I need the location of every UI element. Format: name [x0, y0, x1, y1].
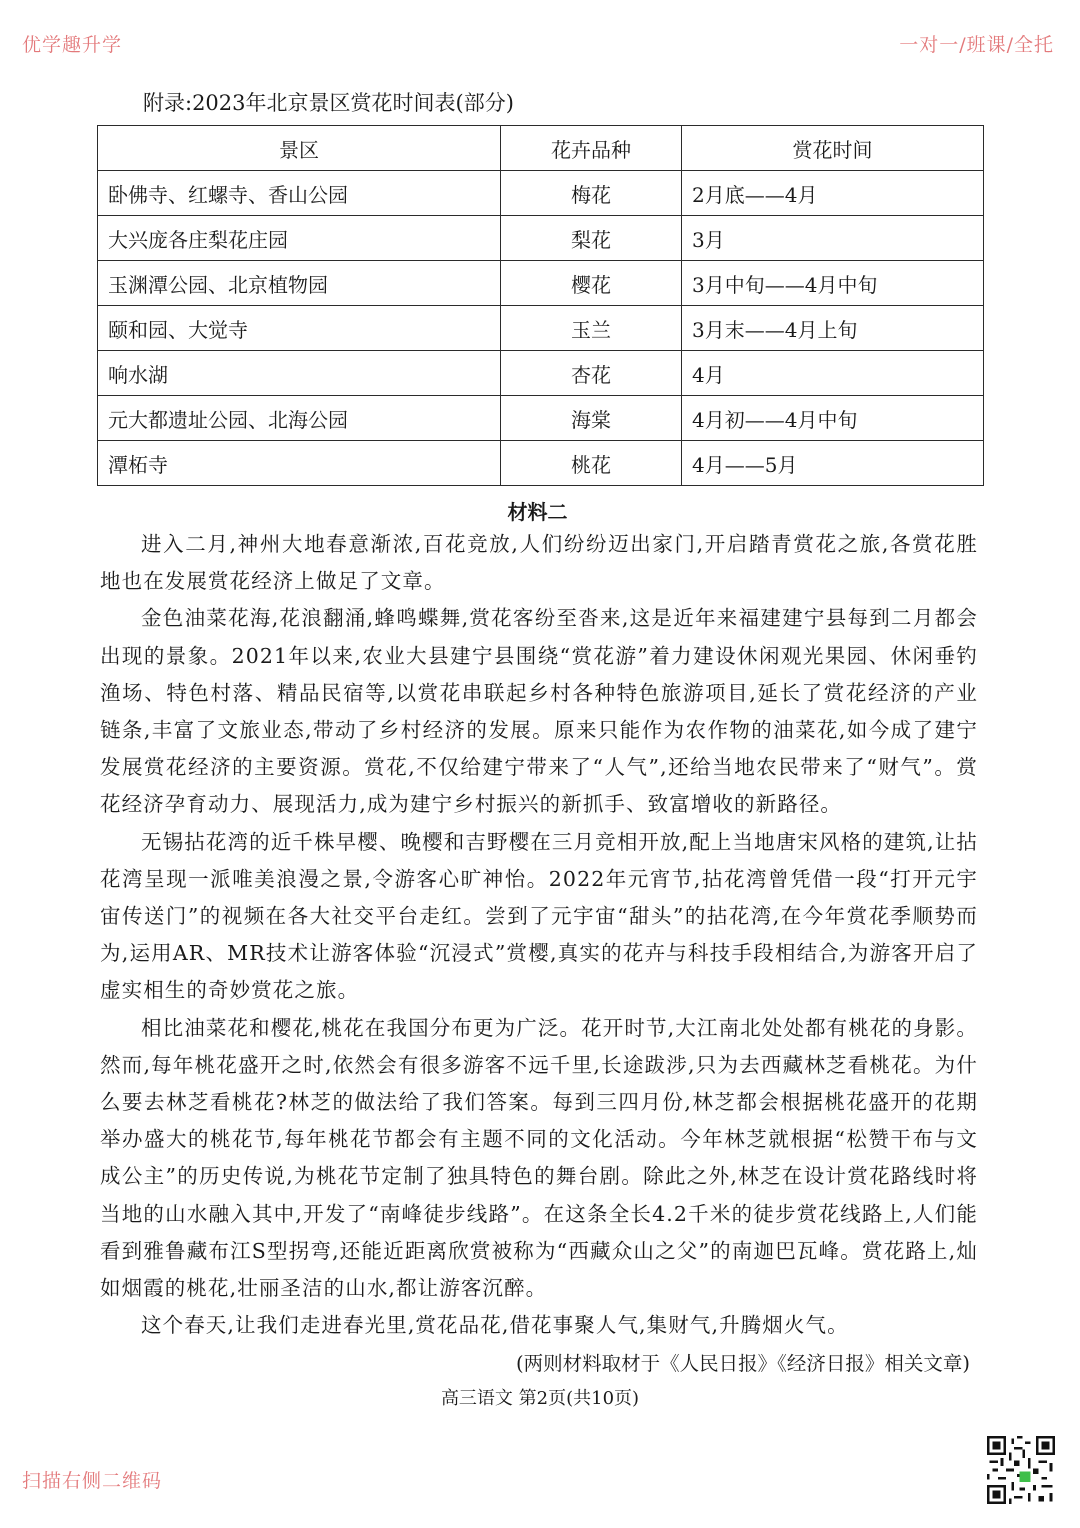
cell-scenic-spot: 响水湖: [98, 351, 501, 396]
paragraph: 金色油菜花海,花浪翻涌,蜂鸣蝶舞,赏花客纷至沓来,这是近年来福建建宁县每到二月都会出现的景象。2021年以来,农业大县建宁县围绕“赏花游”着力建设休闲观光果园、休闲垂钓渔场、特色村落、精品民宿等,以赏花串联起乡村各种特色旅游项目,延长了赏花经济的产业链条,丰富了文旅业态,带动了乡村经济的发展。原来只能作为农作物的油菜花,如今成了建宁发展赏花经济的主要资源。赏花,不仅给建宁带来了“人气”,还给当地农民带来了“财气”。赏花经济孕育动力、展现活力,成为建宁乡村振兴的新抓手、致富增收的新路径。: [100, 606, 978, 817]
paragraph: 进入二月,神州大地春意渐浓,百花竞放,人们纷纷迈出家门,开启踏青赏花之旅,各赏花胜地也在发展赏花经济上做足了文章。: [100, 532, 978, 594]
header-scenic-spot: 景区: [98, 126, 501, 171]
cell-flower-type: 海棠: [501, 396, 682, 441]
cell-flower-type: 樱花: [501, 261, 682, 306]
section-title: 材料二: [507, 500, 568, 524]
source-citation: (两则材料取材于《人民日报》《经济日报》相关文章): [516, 1352, 970, 1375]
table-row: [98, 396, 984, 441]
header-viewing-time: 赏花时间: [682, 126, 984, 171]
cell-flower-type: 玉兰: [501, 306, 682, 351]
cell-viewing-time: 3月中旬——4月中旬: [682, 261, 984, 306]
cell-scenic-spot: 卧佛寺、红螺寺、香山公园: [98, 171, 501, 216]
cell-scenic-spot: 潭柘寺: [98, 441, 501, 486]
cell-scenic-spot: 颐和园、大觉寺: [98, 306, 501, 351]
cell-viewing-time: 4月初——4月中旬: [682, 396, 984, 441]
watermark-bottom-left: 扫描右侧二维码: [22, 1470, 163, 1492]
table-row: [98, 441, 984, 486]
watermark-top-left: 优学趣升学: [22, 34, 123, 56]
cell-flower-type: 梨花: [501, 216, 682, 261]
table-row: [98, 306, 984, 351]
cell-scenic-spot: 大兴庞各庄梨花庄园: [98, 216, 501, 261]
table-row: [98, 216, 984, 261]
table-row: [98, 261, 984, 306]
cell-viewing-time: 2月底——4月: [682, 171, 984, 216]
cell-scenic-spot: 玉渊潭公园、北京植物园: [98, 261, 501, 306]
paragraph: 相比油菜花和樱花,桃花在我国分布更为广泛。花开时节,大江南北处处都有桃花的身影。然而,每年桃花盛开之时,依然会有很多游客不远千里,长途跋涉,只为去西藏林芝看桃花。为什么要去林芝看桃花?林芝的做法给了我们答案。每到三四月份,林芝都会根据桃花盛开的花期举办盛大的桃花节,每年桃花节都会有主题不同的文化活动。今年林芝就根据“松赞干布与文成公主”的历史传说,为桃花节定制了独具特色的舞台剧。除此之外,林芝在设计赏花路线时将当地的山水融入其中,开发了“南峰徒步线路”。在这条全长4.2千米的徒步赏花线路上,人们能看到雅鲁藏布江S型拐弯,还能近距离欣赏被称为“西藏众山之父”的南迦巴瓦峰。赏花路上,灿如烟霞的桃花,壮丽圣洁的山水,都让游客沉醉。: [100, 1015, 978, 1301]
cell-scenic-spot: 元大都遗址公园、北海公园: [98, 396, 501, 441]
cell-viewing-time: 4月——5月: [682, 441, 984, 486]
table-header-row: [98, 126, 984, 171]
cell-viewing-time: 3月末——4月上旬: [682, 306, 984, 351]
paragraph: 这个春天,让我们走进春光里,赏花品花,借花事聚人气,集财气,升腾烟火气。: [141, 1313, 849, 1338]
article-body: [100, 526, 978, 1344]
cell-viewing-time: 4月: [682, 351, 984, 396]
cell-viewing-time: 3月: [682, 216, 984, 261]
cell-flower-type: 桃花: [501, 441, 682, 486]
appendix-title: 附录:2023年北京景区赏花时间表(部分): [143, 91, 514, 115]
watermark-top-right: 一对一/班课/全托: [899, 34, 1054, 56]
header-flower-type: 花卉品种: [501, 126, 682, 171]
table-row: [98, 351, 984, 396]
page-footer: 高三语文 第2页(共10页): [440, 1388, 640, 1409]
paragraph: 无锡拈花湾的近千株早樱、晚樱和吉野樱在三月竞相开放,配上当地唐宋风格的建筑,让拈花湾呈现一派唯美浪漫之景,令游客心旷神怡。2022年元宵节,拈花湾曾凭借一段“打开元宇宙传送门”的视频在各大社交平台走红。尝到了元宇宙“甜头”的拈花湾,在今年赏花季顺势而为,运用AR、MR技术让游客体验“沉浸式”赏樱,真实的花卉与科技手段相结合,为游客开启了虚实相生的奇妙赏花之旅。: [100, 829, 978, 1003]
cell-flower-type: 梅花: [501, 171, 682, 216]
flower-schedule-table: [97, 125, 984, 486]
table-row: [98, 171, 984, 216]
qr-code-icon[interactable]: [987, 1436, 1055, 1504]
cell-flower-type: 杏花: [501, 351, 682, 396]
